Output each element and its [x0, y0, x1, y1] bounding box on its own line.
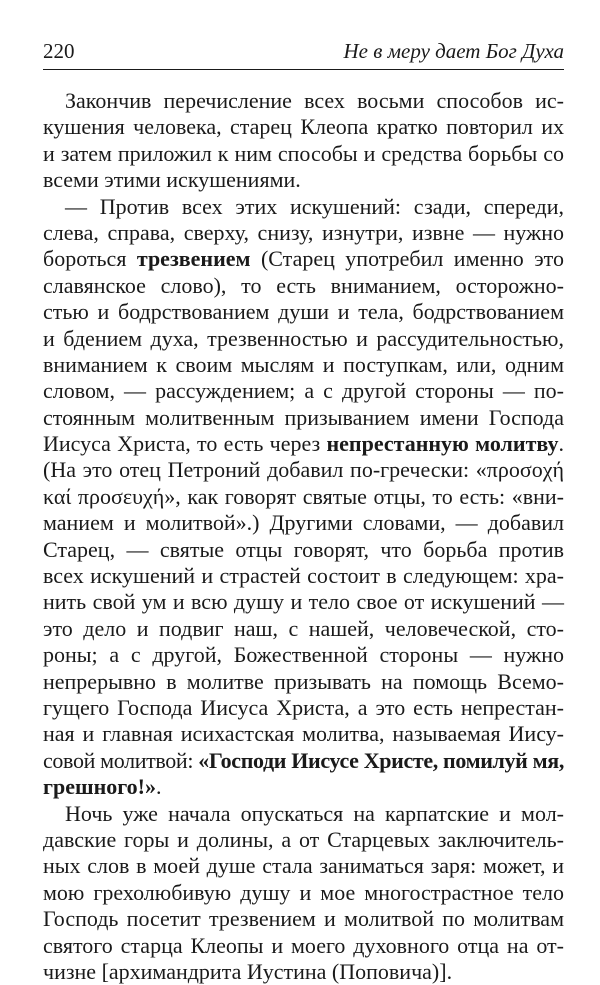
bold-phrase: непрестанную молитву	[326, 431, 559, 457]
text-line	[43, 457, 564, 483]
text-run: Ночь уже начала опускаться на карпатские и мол-	[65, 800, 564, 826]
text-run: мою грехолюбивую душу и мое многострастное тело	[43, 879, 564, 905]
text-run: καί προσευχή», как говорят святые отцы, то есть: «вни-	[43, 483, 564, 509]
text-line	[43, 801, 564, 827]
text-line	[43, 853, 564, 879]
text-line	[43, 378, 564, 404]
text-run: Закончив перечисление всех восьми способов ис-	[65, 88, 564, 113]
text-line	[43, 167, 564, 193]
text-line	[43, 273, 564, 299]
text-line	[43, 616, 564, 642]
text-line	[43, 352, 564, 378]
text-line	[43, 959, 564, 985]
text-run: (На это отец Петроний добавил по-гречески: «προσοχή	[43, 457, 564, 483]
text-run: святого старца Клеопы и моего духовного отца на от-	[43, 932, 564, 958]
page-body	[43, 88, 564, 985]
text-line	[43, 141, 564, 167]
text-line	[43, 220, 564, 246]
text-run: нить свой ум и всю душу и тело свое от искушений —	[43, 589, 564, 615]
text-run: и затем приложил к ним способы и средства борьбы со	[43, 140, 564, 166]
text-line	[43, 299, 564, 325]
text-run: .	[156, 774, 162, 800]
text-line	[43, 484, 564, 510]
text-run: Иисуса Христа, то есть через	[43, 431, 327, 457]
header-rule	[43, 69, 564, 70]
text-run: (Старец употребил именно это	[250, 246, 565, 272]
text-run: словом, — рассуждением; а с другой стороны — по-	[43, 378, 564, 404]
text-run: — Против всех этих искушений: сзади, спереди,	[65, 193, 564, 219]
text-run: стоянным молитвенным призыванием имени Господа	[43, 404, 564, 430]
paragraph	[43, 194, 564, 801]
text-run: вниманием к своим мыслям и поступкам, или, одним	[43, 351, 564, 377]
running-header	[43, 38, 564, 64]
running-title: Не в меру дает Бог Духа	[343, 39, 564, 63]
text-run: непрерывно в молитве призывать на помощь Всемо-	[43, 668, 564, 694]
text-line	[43, 642, 564, 668]
text-run: это дело и подвиг наш, с нашей, человеческой, сто-	[43, 615, 564, 641]
text-run: всех искушений и страстей состоит в следующем: хра-	[43, 563, 564, 589]
text-line	[43, 194, 564, 220]
text-line	[43, 510, 564, 536]
paragraph	[43, 801, 564, 985]
text-run: манием и молитвой».) Другими словами, — добавил	[43, 510, 564, 536]
text-run: Господь посетит трезвением и молитвой по молитвам	[43, 906, 564, 932]
text-line	[43, 695, 564, 721]
bold-phrase: «Господи Иисусе Христе, помилуй мя,	[198, 747, 564, 773]
text-run: кушения человека, старец Клеопа кратко повторил их	[43, 114, 564, 140]
bold-phrase: трезвением	[136, 246, 251, 272]
text-run: Старец, — святые отцы говорят, что борьба против	[43, 536, 564, 562]
text-run: давские горы и долины, а от Старцевых заключитель-	[43, 826, 564, 852]
paragraph	[43, 88, 564, 194]
text-run: гущего Господа Иисуса Христа, а это есть непрестан-	[43, 694, 564, 720]
text-line	[43, 563, 564, 589]
text-run: совой молитвой:	[43, 747, 199, 773]
text-line	[43, 88, 564, 114]
text-line	[43, 669, 564, 695]
text-line	[43, 431, 564, 457]
text-run: чизне [архимандрита Иустина (Поповича)].	[43, 958, 453, 984]
text-line	[43, 589, 564, 615]
text-line	[43, 748, 564, 774]
text-run: роны; а с другой, Божественной стороны — нужно	[43, 642, 564, 668]
text-line	[43, 880, 564, 906]
text-line	[43, 405, 564, 431]
text-run: ных слов в моей душе стала заниматься заря: может, и	[43, 853, 564, 879]
text-line	[43, 246, 564, 272]
text-run: всеми этими искушениями.	[43, 167, 301, 193]
text-run: стью и бодрствованием души и тела, бодрствованием	[43, 299, 564, 325]
text-run: и бдением духа, трезвенностью и рассудительностью,	[43, 325, 564, 351]
text-run: славянское слово), то есть вниманием, осторожно-	[43, 272, 564, 298]
text-line	[43, 933, 564, 959]
text-line	[43, 326, 564, 352]
text-line	[43, 721, 564, 747]
text-run: .	[558, 431, 565, 457]
text-line	[43, 774, 564, 800]
text-line	[43, 906, 564, 932]
bold-phrase: грешного!»	[43, 774, 157, 800]
text-run: слева, справа, сверху, снизу, изнутри, извне — нужно	[43, 219, 564, 245]
text-line	[43, 537, 564, 563]
text-run: ная и главная исихастская молитва, называемая Иису-	[43, 721, 564, 747]
text-line	[43, 827, 564, 853]
page-number: 220	[43, 39, 75, 63]
text-line	[43, 114, 564, 140]
text-run: бороться	[43, 246, 137, 272]
